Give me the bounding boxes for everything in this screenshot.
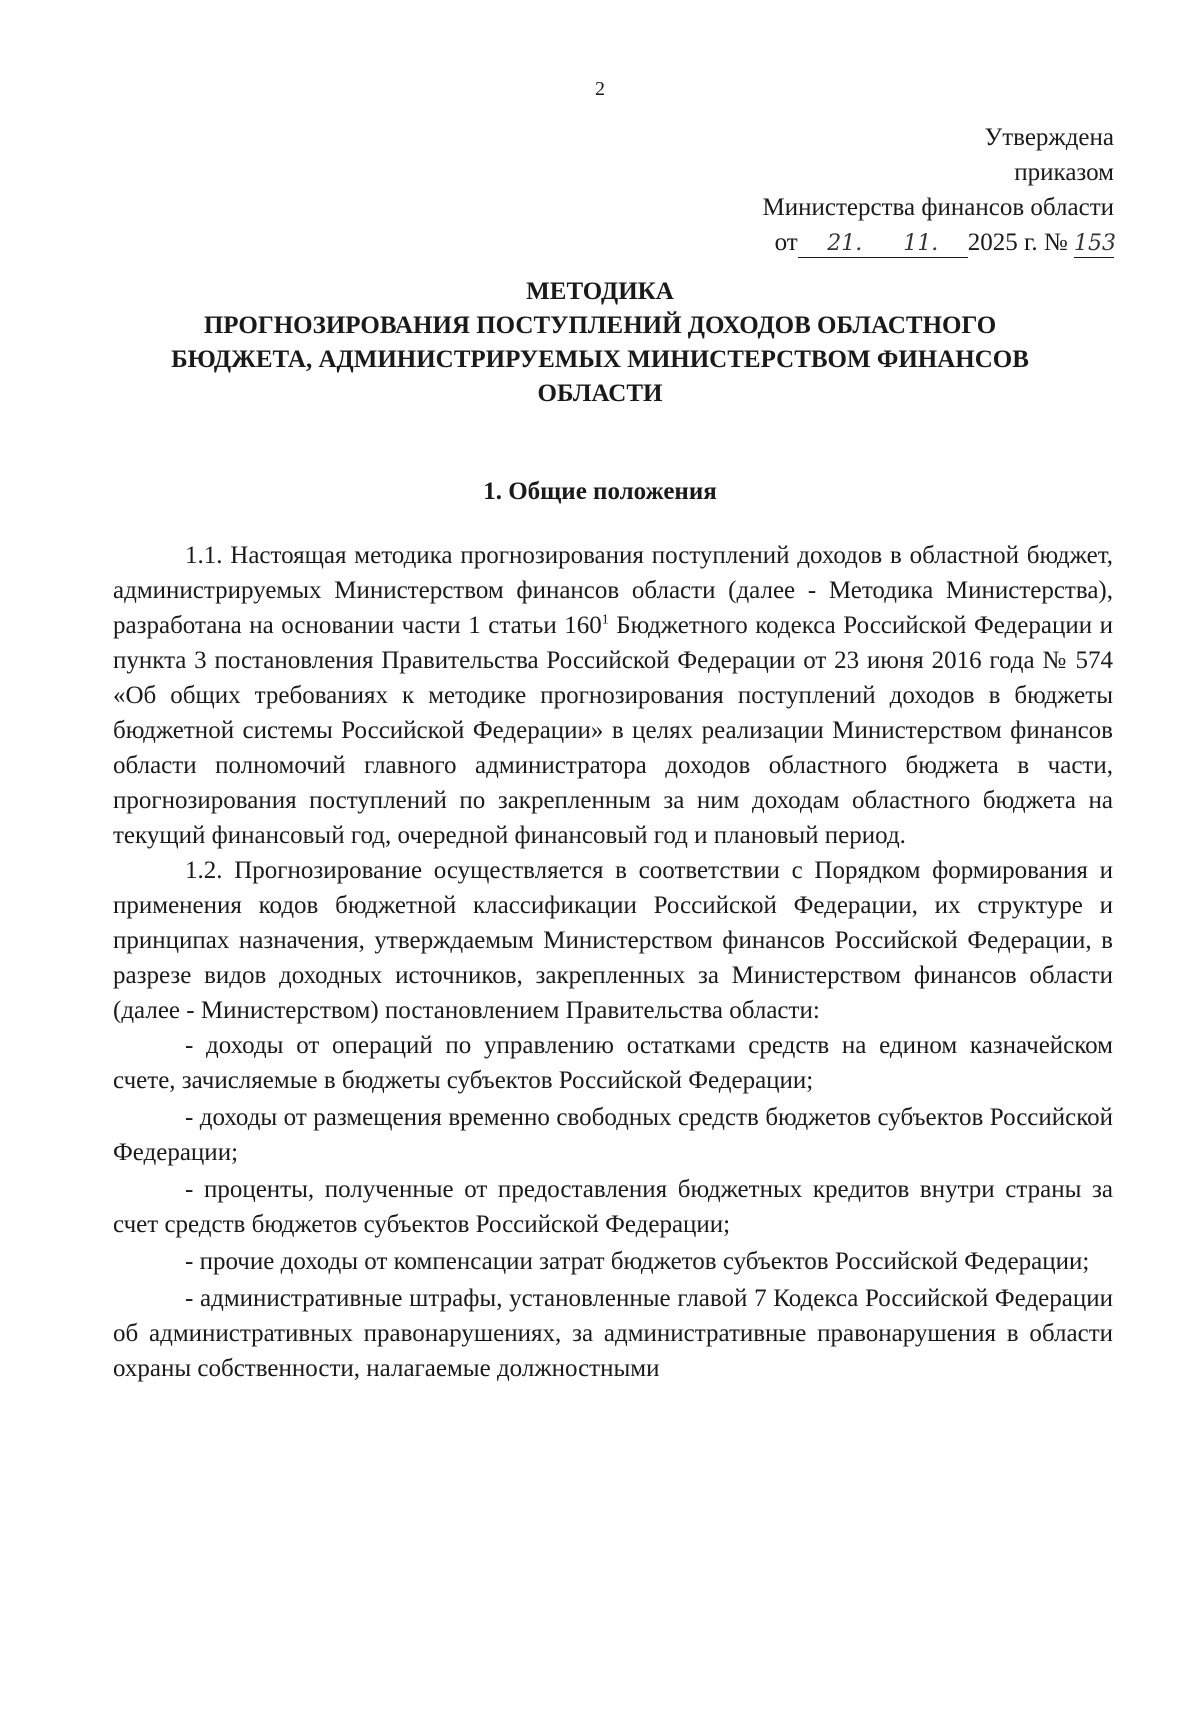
title-line-1: МЕТОДИКА xyxy=(526,278,674,305)
title-line-3: БЮДЖЕТА, АДМИНИСТРИРУЕМЫХ МИНИСТЕРСТВОМ ФИНАНСОВ xyxy=(171,346,1029,373)
approval-line-date xyxy=(763,225,1114,260)
article-superscript: 1 xyxy=(601,612,609,628)
paragraph-1-2: 1.2. Прогнозирование осуществляется в соответствии с Порядком формирования и применения кодов бюджетной классификации Российской Федерации, их структуре и принципах назначения, утверждаемым Министерством финансов Российской Федерации, в разрезе видов доходных источников, закрепленных за Министерством финансов области (далее - Министерством) постановлением Правительства области: xyxy=(113,857,1113,1024)
document-title xyxy=(60,275,1140,411)
handwritten-order-number: 153 xyxy=(1074,231,1116,256)
list-item: - доходы от операций по управлению остатками средств на едином казначейском счете, зачисляемые в бюджеты субъектов Российской Федерации; xyxy=(113,1032,1113,1094)
paragraph-1-1 xyxy=(113,538,1113,853)
title-line-2: ПРОГНОЗИРОВАНИЯ ПОСТУПЛЕНИЙ ДОХОДОВ ОБЛАСТНОГО xyxy=(203,312,997,339)
date-prefix: от xyxy=(774,229,798,256)
list-item: - доходы от размещения временно свободных средств бюджетов субъектов Российской Федерации; xyxy=(113,1104,1113,1166)
approval-block xyxy=(763,120,1114,260)
approval-line-order: приказом xyxy=(1014,159,1114,186)
year-text: 2025 г. № xyxy=(967,229,1068,256)
page-number: 2 xyxy=(595,78,605,100)
approval-line-approved: Утверждена xyxy=(984,124,1114,151)
list-item: - проценты, полученные от предоставления бюджетных кредитов внутри страны за счет средств бюджетов субъектов Российской Федерации; xyxy=(113,1176,1113,1238)
title-line-4: ОБЛАСТИ xyxy=(537,380,663,407)
section-heading: 1. Общие положения xyxy=(483,478,717,505)
document-body xyxy=(113,538,1113,1386)
paragraph-1-1-text-b: Бюджетного кодекса Российской Федерации и пункта 3 постановления Правительства Российской Федерации от 23 июня 2016 года № 574 «Об общих требованиях к методике прогнозирования поступлений доходов в бюджеты бюджетной системы Российской Федерации» в целях реализации Министерством финансов области полномочий главного администратора доходов областного бюджета в части, прогнозирования поступлений по закрепленным за ним доходам областного бюджета на текущий финансовый год, очередной финансовый год и плановый период. xyxy=(113,612,1114,849)
list-item: - административные штрафы, установленные главой 7 Кодекса Российской Федерации об административных правонарушениях, за административные правонарушения в области охраны собственности, налагаемые должностными xyxy=(113,1285,1113,1382)
handwritten-date: 21. 11. xyxy=(798,231,968,258)
approval-line-ministry: Министерства финансов области xyxy=(762,194,1114,221)
paragraph-1-1-text-a: 1.1. Настоящая методика прогнозирования поступлений доходов в областной бюджет, администрируемых Министерством финансов области (далее - Методика Министерства), разработана на основании части 1 статьи 160 xyxy=(113,542,1113,639)
list-item: - прочие доходы от компенсации затрат бюджетов субъектов Российской Федерации; xyxy=(185,1248,1090,1275)
